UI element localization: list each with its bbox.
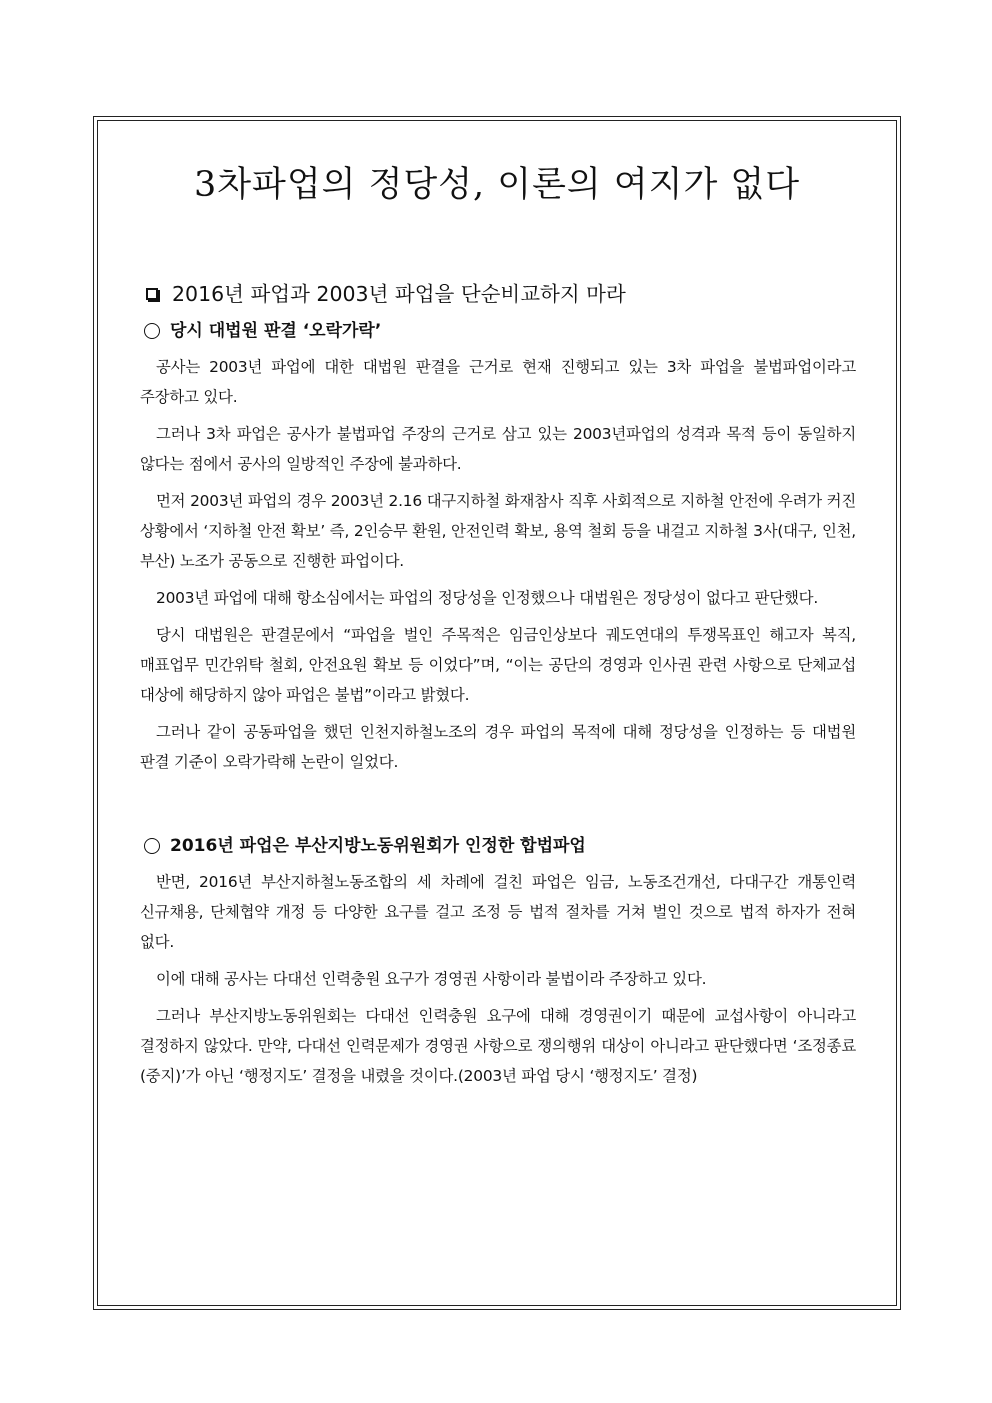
paragraph: 그러나 부산지방노동위원회는 다대선 인력충원 요구에 대해 경영권이기 때문에 교섭사항이 아니라고 결정하지 않았다. 만약, 다대선 인력문제가 경영권 사항으로 쟁의행위 대상이 아니라고 판단했다면 ‘조정종료(중지)’가 아닌 ‘행정지도’ 결정을 내렸을 것이다.(2003년 파업 당시 ‘행정지도’ 결정)	[140, 1007, 856, 1085]
page-title: 3차파업의 정당성, 이론의 여지가 없다	[193, 165, 801, 205]
paragraph: 그러나 같이 공동파업을 했던 인천지하철노조의 경우 파업의 목적에 대해 정당성을 인정하는 등 대법원 판결 기준이 오락가락해 논란이 일었다.	[140, 723, 856, 771]
paragraph: 그러나 3차 파업은 공사가 불법파업 주장의 근거로 삼고 있는 2003년파업의 성격과 목적 등이 동일하지 않다는 점에서 공사의 일방적인 주장에 불과하다.	[140, 425, 856, 473]
paragraph: 당시 대법원은 판결문에서 “파업을 벌인 주목적은 임금인상보다 궤도연대의 투쟁목표인 해고자 복직, 매표업무 민간위탁 철회, 안전요원 확보 등 이었다”며, “이는 공단의 경영과 인사권 관련 사항으로 단체교섭 대상에 해당하지 않아 파업은 불법”이라고 밝혔다.	[140, 626, 856, 704]
circle-bullet-icon	[144, 838, 160, 854]
circle-bullet-icon	[144, 323, 160, 339]
paragraph: 이에 대해 공사는 다대선 인력충원 요구가 경영권 사항이라 불법이라 주장하고 있다.	[156, 970, 707, 988]
paragraph: 먼저 2003년 파업의 경우 2003년 2.16 대구지하철 화재참사 직후 사회적으로 지하철 안전에 우려가 커진 상황에서 ‘지하철 안전 확보’ 즉, 2인승무 환원, 안전인력 확보, 용역 철회 등을 내걸고 지하철 3사(대구, 인천, 부산) 노조가 공동으로 진행한 파업이다.	[140, 492, 856, 570]
subsection-heading-text: 2016년 파업은 부산지방노동위원회가 인정한 합법파업	[170, 836, 586, 856]
section-heading	[146, 276, 856, 312]
subsection-heading-text: 당시 대법원 판결 ‘오락가락’	[170, 321, 382, 341]
checkbox-bullet-icon	[146, 288, 158, 300]
paragraph: 반면, 2016년 부산지하철노동조합의 세 차례에 걸친 파업은 임금, 노동조건개선, 다대구간 개통인력 신규채용, 단체협약 개정 등 다양한 요구를 걸고 조정 등 법적 절차를 거쳐 벌인 것으로 법적 하자가 전혀 없다.	[140, 873, 856, 951]
paragraph: 공사는 2003년 파업에 대한 대법원 판결을 근거로 현재 진행되고 있는 3차 파업을 불법파업이라고 주장하고 있다.	[140, 358, 856, 406]
document-body	[140, 276, 856, 1098]
subsection-heading-2	[144, 829, 856, 863]
section-heading-text: 2016년 파업과 2003년 파업을 단순비교하지 마라	[172, 282, 626, 306]
paragraph: 2003년 파업에 대해 항소심에서는 파업의 정당성을 인정했으나 대법원은 정당성이 없다고 판단했다.	[156, 589, 819, 607]
subsection-heading-1	[144, 314, 856, 348]
